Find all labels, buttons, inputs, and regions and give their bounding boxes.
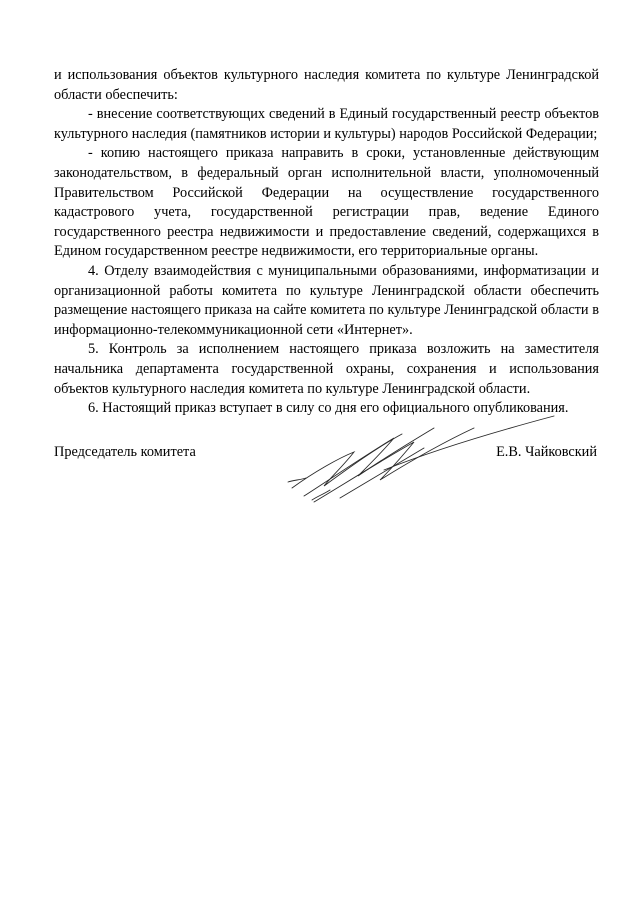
- signatory-name: Е.В. Чайковский: [496, 444, 597, 460]
- paragraph-item-5: 5. Контроль за исполнением настоящего приказа возложить на заместителя начальника департамента государственной охраны, сохранения и использования объектов культурного наследия комитета по культуре Ленинградской области.: [54, 341, 599, 397]
- paragraph-item-4: 4. Отделу взаимодействия с муниципальными образованиями, информатизации и организационной работы комитета по культуре Ленинградской области обеспечить размещение настоящего приказа на сайте комитета по культуре Ленинградской области в информационно-телекоммуникационной сети «Интернет».: [54, 262, 599, 338]
- paragraph-copy-order: - копию настоящего приказа направить в сроки, установленные действующим законодательством, в федеральный орган исполнительной власти, уполномоченный Правительством Российской Федерации на осуществление государственного кадастрового учета, государственной регистрации прав, ведение Единого государственного реестра недвижимости и предоставление сведений, содержащихся в Едином государственном реестре недвижимости, его территориальные органы.: [54, 145, 599, 260]
- signatory-title: Председатель комитета: [54, 444, 196, 460]
- document-body: [54, 66, 599, 419]
- paragraph-registry-entry: - внесение соответствующих сведений в Единый государственный реестр объектов культурного наследия (памятников истории и культуры) народов Российской Федерации;: [54, 106, 599, 142]
- paragraph-item-6: 6. Настоящий приказ вступает в силу со дня его официального опубликования.: [88, 400, 569, 417]
- signature-block: [54, 444, 599, 504]
- paragraph-intro: и использования объектов культурного наследия комитета по культуре Ленинградской области обеспечить:: [54, 67, 599, 103]
